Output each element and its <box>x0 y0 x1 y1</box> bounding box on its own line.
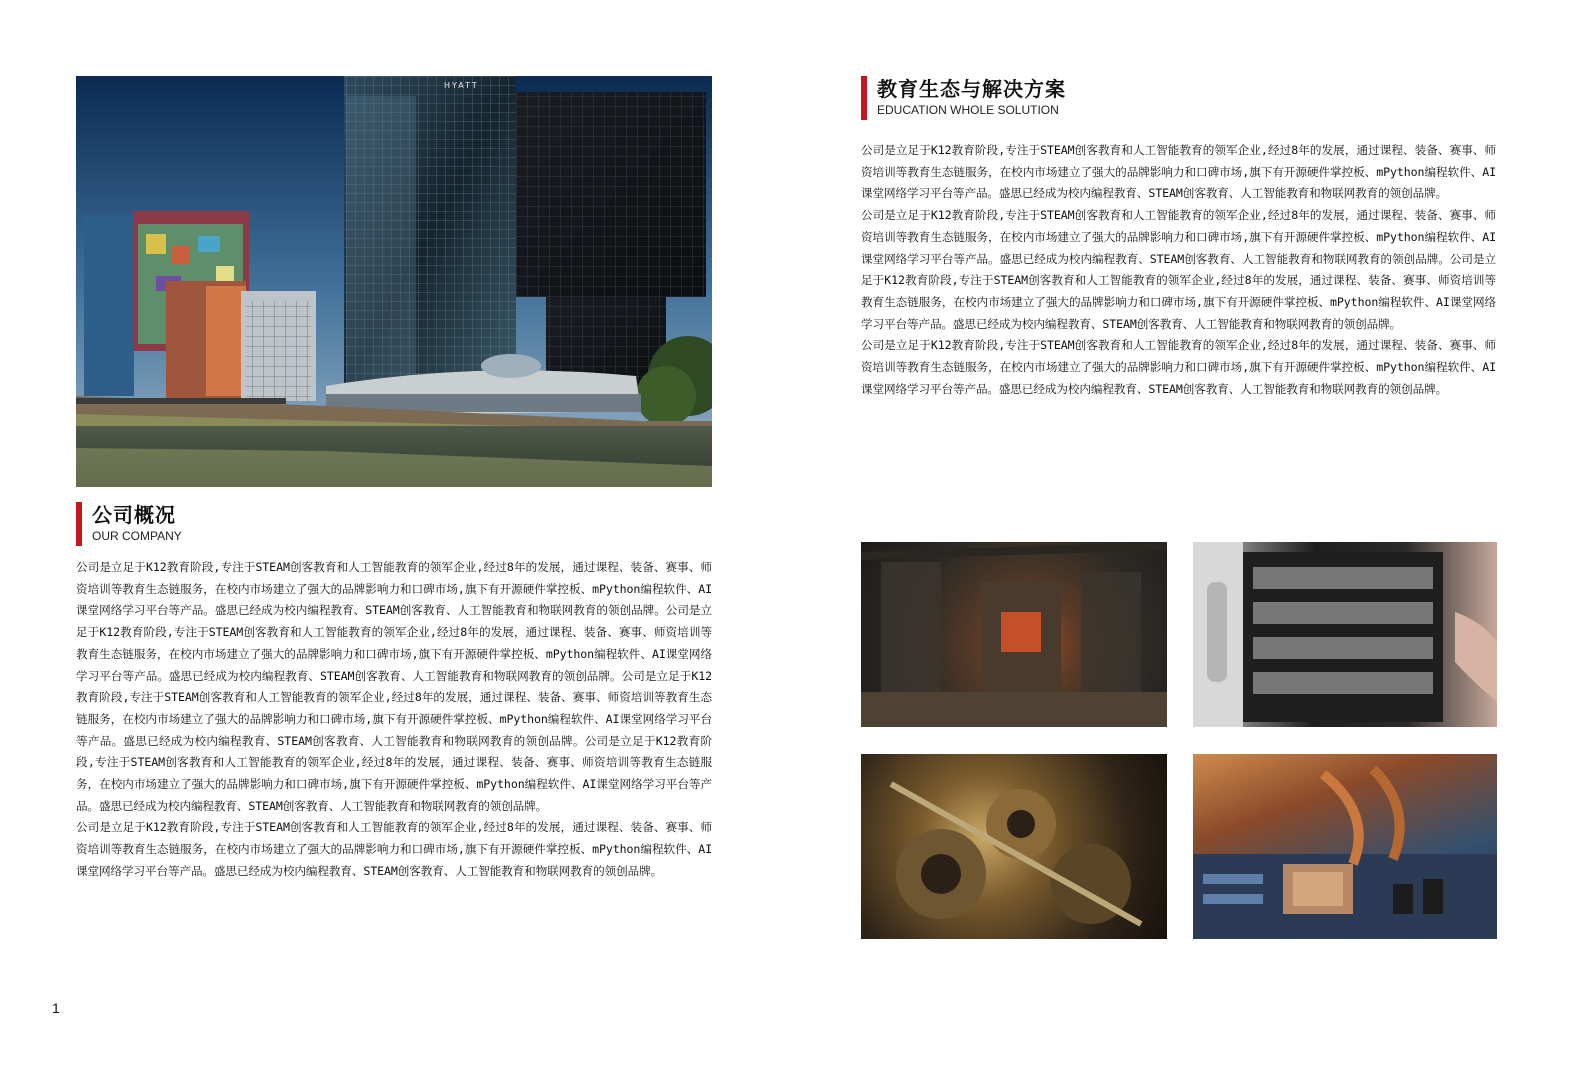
engine-illustration <box>861 754 1167 939</box>
factory-machinery-photo <box>861 542 1167 727</box>
company-heading-title: 公司概况 <box>92 503 176 527</box>
factory-illustration <box>861 542 1167 727</box>
company-heading-accent-bar <box>76 502 82 546</box>
solution-heading-subtitle: EDUCATION WHOLE SOLUTION <box>877 103 1059 117</box>
solution-paragraph: 公司是立足于K12教育阶段,专注于STEAM创客教育和人工智能教育的领军企业,经过8年的发展，通过课程、装备、赛事、师资培训等教育生态链服务，在校内市场建立了强大的品牌影响力和口碑市场,旗下有开源硬件掌控板、mPython编程软件、AI课堂网络学习平台等产品。盛思已经成为校内编程教育、STEAM创客教育、人工智能教育和物联网教育的领创品牌。 <box>861 143 1496 201</box>
company-section-heading <box>76 502 376 548</box>
solution-body-text <box>861 140 1496 400</box>
solution-heading-title: 教育生态与解决方案 <box>877 77 1066 101</box>
hotel-sign: HYATT <box>444 81 479 90</box>
engine-gears-photo <box>861 754 1167 939</box>
solution-heading-accent-bar <box>861 76 867 120</box>
hero-building-photo <box>76 76 712 487</box>
server-illustration <box>1193 542 1497 727</box>
company-paragraph: 公司是立足于K12教育阶段,专注于STEAM创客教育和人工智能教育的领军企业,经过8年的发展，通过课程、装备、赛事、师资培训等教育生态链服务，在校内市场建立了强大的品牌影响力和口碑市场,旗下有开源硬件掌控板、mPython编程软件、AI课堂网络学习平台等产品。盛思已经成为校内编程教育、STEAM创客教育、人工智能教育和物联网教育的领创品牌。公司是立足于K12教育阶段,专注于STEAM创客教育和人工智能教育的领军企业,经过8年的发展，通过课程、装备、赛事、师资培训等教育生态链服务，在校内市场建立了强大的品牌影响力和口碑市场,旗下有开源硬件掌控板、mPython编程软件、AI课堂网络学习平台等产品。盛思已经成为校内编程教育、STEAM创客教育、人工智能教育和物联网教育的领创品牌。公司是立足于K12教育阶段,专注于STEAM创客教育和人工智能教育的领军企业,经过8年的发展，通过课程、装备、赛事、师资培训等教育生态链服务，在校内市场建立了强大的品牌影响力和口碑市场,旗下有开源硬件掌控板、mPython编程软件、AI课堂网络学习平台等产品。盛思已经成为校内编程教育、STEAM创客教育、人工智能教育和物联网教育的领创品牌。公司是立足于K12教育阶段,专注于STEAM创客教育和人工智能教育的领军企业,经过8年的发展，通过课程、装备、赛事、师资培训等教育生态链服务，在校内市场建立了强大的品牌影响力和口碑市场,旗下有开源硬件掌控板、mPython编程软件、AI课堂网络学习平台等产品。盛思已经成为校内编程教育、STEAM创客教育、人工智能教育和物联网教育的领创品牌。 <box>76 560 712 813</box>
motherboard-illustration <box>1193 754 1497 939</box>
motherboard-photo <box>1193 754 1497 939</box>
company-paragraph: 公司是立足于K12教育阶段,专注于STEAM创客教育和人工智能教育的领军企业,经过8年的发展，通过课程、装备、赛事、师资培训等教育生态链服务，在校内市场建立了强大的品牌影响力和口碑市场,旗下有开源硬件掌控板、mPython编程软件、AI课堂网络学习平台等产品。盛思已经成为校内编程教育、STEAM创客教育、人工智能教育和物联网教育的领创品牌。 <box>76 820 712 878</box>
solution-section-heading <box>861 76 1161 122</box>
company-body-text <box>76 557 712 883</box>
company-heading-subtitle: OUR COMPANY <box>92 529 182 543</box>
hero-building-illustration <box>76 76 712 487</box>
solution-paragraph: 公司是立足于K12教育阶段,专注于STEAM创客教育和人工智能教育的领军企业,经过8年的发展，通过课程、装备、赛事、师资培训等教育生态链服务，在校内市场建立了强大的品牌影响力和口碑市场,旗下有开源硬件掌控板、mPython编程软件、AI课堂网络学习平台等产品。盛思已经成为校内编程教育、STEAM创客教育、人工智能教育和物联网教育的领创品牌。公司是立足于K12教育阶段,专注于STEAM创客教育和人工智能教育的领军企业,经过8年的发展，通过课程、装备、赛事、师资培训等教育生态链服务，在校内市场建立了强大的品牌影响力和口碑市场,旗下有开源硬件掌控板、mPython编程软件、AI课堂网络学习平台等产品。盛思已经成为校内编程教育、STEAM创客教育、人工智能教育和物联网教育的领创品牌。 <box>861 208 1496 331</box>
page-number: 1 <box>52 1000 60 1016</box>
solution-paragraph: 公司是立足于K12教育阶段,专注于STEAM创客教育和人工智能教育的领军企业,经过8年的发展，通过课程、装备、赛事、师资培训等教育生态链服务，在校内市场建立了强大的品牌影响力和口碑市场,旗下有开源硬件掌控板、mPython编程软件、AI课堂网络学习平台等产品。盛思已经成为校内编程教育、STEAM创客教育、人工智能教育和物联网教育的领创品牌。 <box>861 338 1496 396</box>
server-rack-photo <box>1193 542 1497 727</box>
